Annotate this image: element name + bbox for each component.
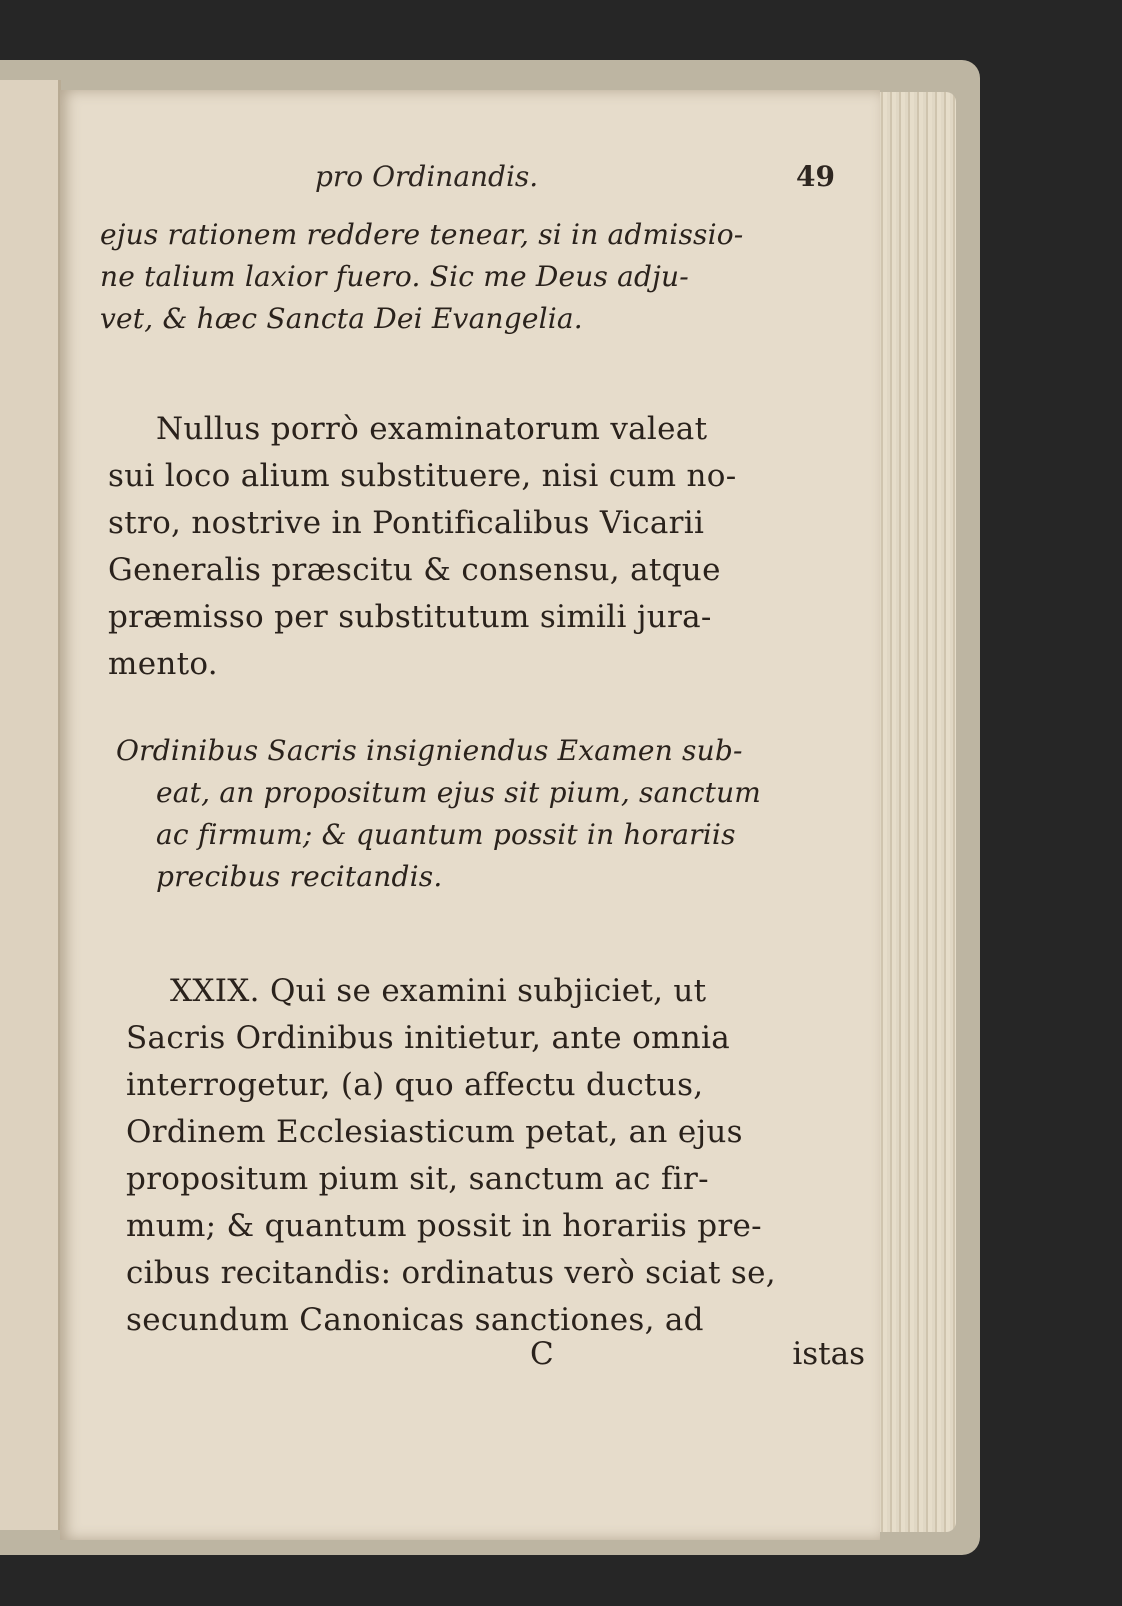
- text-line: mum; & quantum possit in horariis pre-: [126, 1208, 762, 1244]
- text-line: ne talium laxior fuero. Sic me Deus adju-: [100, 260, 689, 293]
- article-xxix: [126, 968, 861, 1344]
- text-line: secundum Canonicas sanctiones, ad: [126, 1302, 704, 1338]
- text-line: cibus recitandis: ordinatus verò sciat se,: [126, 1255, 776, 1291]
- text-line: precibus recitandis.: [156, 860, 443, 893]
- book-page: [60, 90, 880, 1540]
- text-line: præmisso per substitutum simili jura-: [108, 599, 712, 635]
- text-line: mento.: [108, 646, 218, 682]
- text-line: ejus rationem reddere tenear, si in admissio-: [100, 218, 744, 251]
- text-line: interrogetur, (a) quo affectu ductus,: [126, 1067, 704, 1103]
- text-line: eat, an propositum ejus sit pium, sanctum: [156, 776, 762, 809]
- text-line: Sacris Ordinibus initietur, ante omnia: [126, 1020, 731, 1056]
- text-line: ac firmum; & quantum possit in horariis: [156, 818, 736, 851]
- examiners-paragraph: [108, 406, 843, 688]
- page-number: 49: [796, 160, 835, 193]
- text-line: XXIX. Qui se examini subjiciet, ut: [170, 973, 707, 1009]
- facing-page-edge: [0, 80, 61, 1530]
- text-line: sui loco alium substituere, nisi cum no-: [108, 458, 737, 494]
- text-line: propositum pium sit, sanctum ac fir-: [126, 1161, 709, 1197]
- text-line: Nullus porrò examinatorum valeat: [156, 411, 708, 447]
- text-line: Ordinem Ecclesiasticum petat, an ejus: [126, 1114, 743, 1150]
- text-line: Ordinibus Sacris insigniendus Examen sub-: [116, 734, 743, 767]
- page-footer: [135, 1336, 865, 1384]
- running-title: pro Ordinandis.: [315, 160, 539, 193]
- text-line: vet, & hæc Sancta Dei Evangelia.: [100, 302, 583, 335]
- signature-mark: C: [530, 1336, 554, 1372]
- text-line: Generalis præscitu & consensu, atque: [108, 552, 721, 588]
- oath-paragraph: [100, 214, 835, 340]
- text-line: stro, nostrive in Pontificalibus Vicarii: [108, 505, 705, 541]
- page-edges: [878, 92, 956, 1532]
- catchword: istas: [792, 1336, 865, 1372]
- marginal-summary: [116, 730, 851, 898]
